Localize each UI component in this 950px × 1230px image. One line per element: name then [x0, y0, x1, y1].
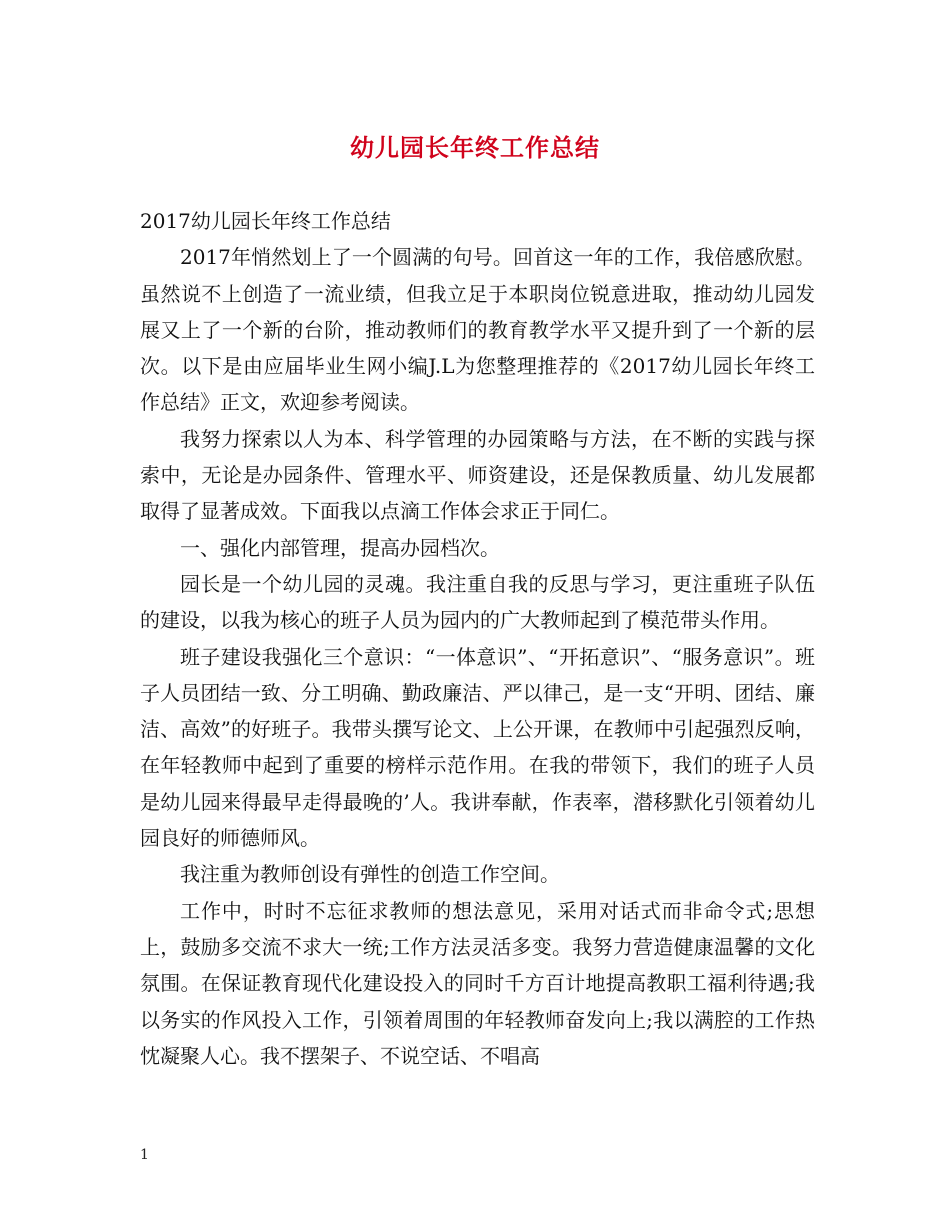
paragraph-2: 我努力探索以人为本、科学管理的办园策略与方法，在不断的实践与探索中，无论是办园条件、管理水平、师资建设，还是保教质量、幼儿发展都取得了显著成效。下面我以点滴工作体会求正于同仁。: [140, 426, 815, 524]
paragraph-3: 园长是一个幼儿园的灵魂。我注重自我的反思与学习，更注重班子队伍的建设，以我为核心的班子人员为园内的广大教师起到了模范带头作用。: [140, 571, 815, 633]
paragraph-6: 工作中，时时不忘征求教师的想法意见，采用对话式而非命令式;思想上，鼓励多交流不求大一统;工作方法灵活多变。我努力营造健康温馨的文化氛围。在保证教育现代化建设投入的同时千方百计地提高教职工福利待遇;我以务实的作风投入工作，引领着周围的年轻教师奋发向上;我以满腔的工作热忱凝聚人心。我不摆架子、不说空话、不唱高: [140, 898, 815, 1068]
section-heading-1: 一、强化内部管理，提高办园档次。: [180, 535, 500, 560]
paragraph-4: 班子建设我强化三个意识：“一体意识”、“开拓意识”、“服务意识”。班子人员团结一致、分工明确、勤政廉洁、严以律己，是一支“开明、团结、廉洁、高效”的好班子。我带头撰写论文、上公开课，在教师中引起强烈反响，在年轻教师中起到了重要的榜样示范作用。在我的带领下，我们的班子人员是幼儿园来得最早走得最晚的’人。我讲奉献，作表率，潜移默化引领着幼儿园良好的师德师风。: [140, 644, 815, 851]
paragraph-5: 我注重为教师创设有弹性的创造工作空间。: [180, 862, 560, 887]
page-number: 1: [140, 1147, 149, 1163]
paragraph-1: 2017年悄然划上了一个圆满的句号。回首这一年的工作，我倍感欣慰。虽然说不上创造了一流业绩，但我立足于本职岗位锐意进取，推动幼儿园发展又上了一个新的台阶，推动教师们的教育教学水平又提升到了一个新的层次。以下是由应届毕业生网小编J.L为您整理推荐的《2017幼儿园长年终工作总结》正文，欢迎参考阅读。: [140, 245, 815, 415]
document-title: 幼儿园长年终工作总结: [350, 133, 600, 162]
document-subtitle: 2017幼儿园长年终工作总结: [140, 209, 391, 233]
document-body: [140, 203, 815, 1074]
